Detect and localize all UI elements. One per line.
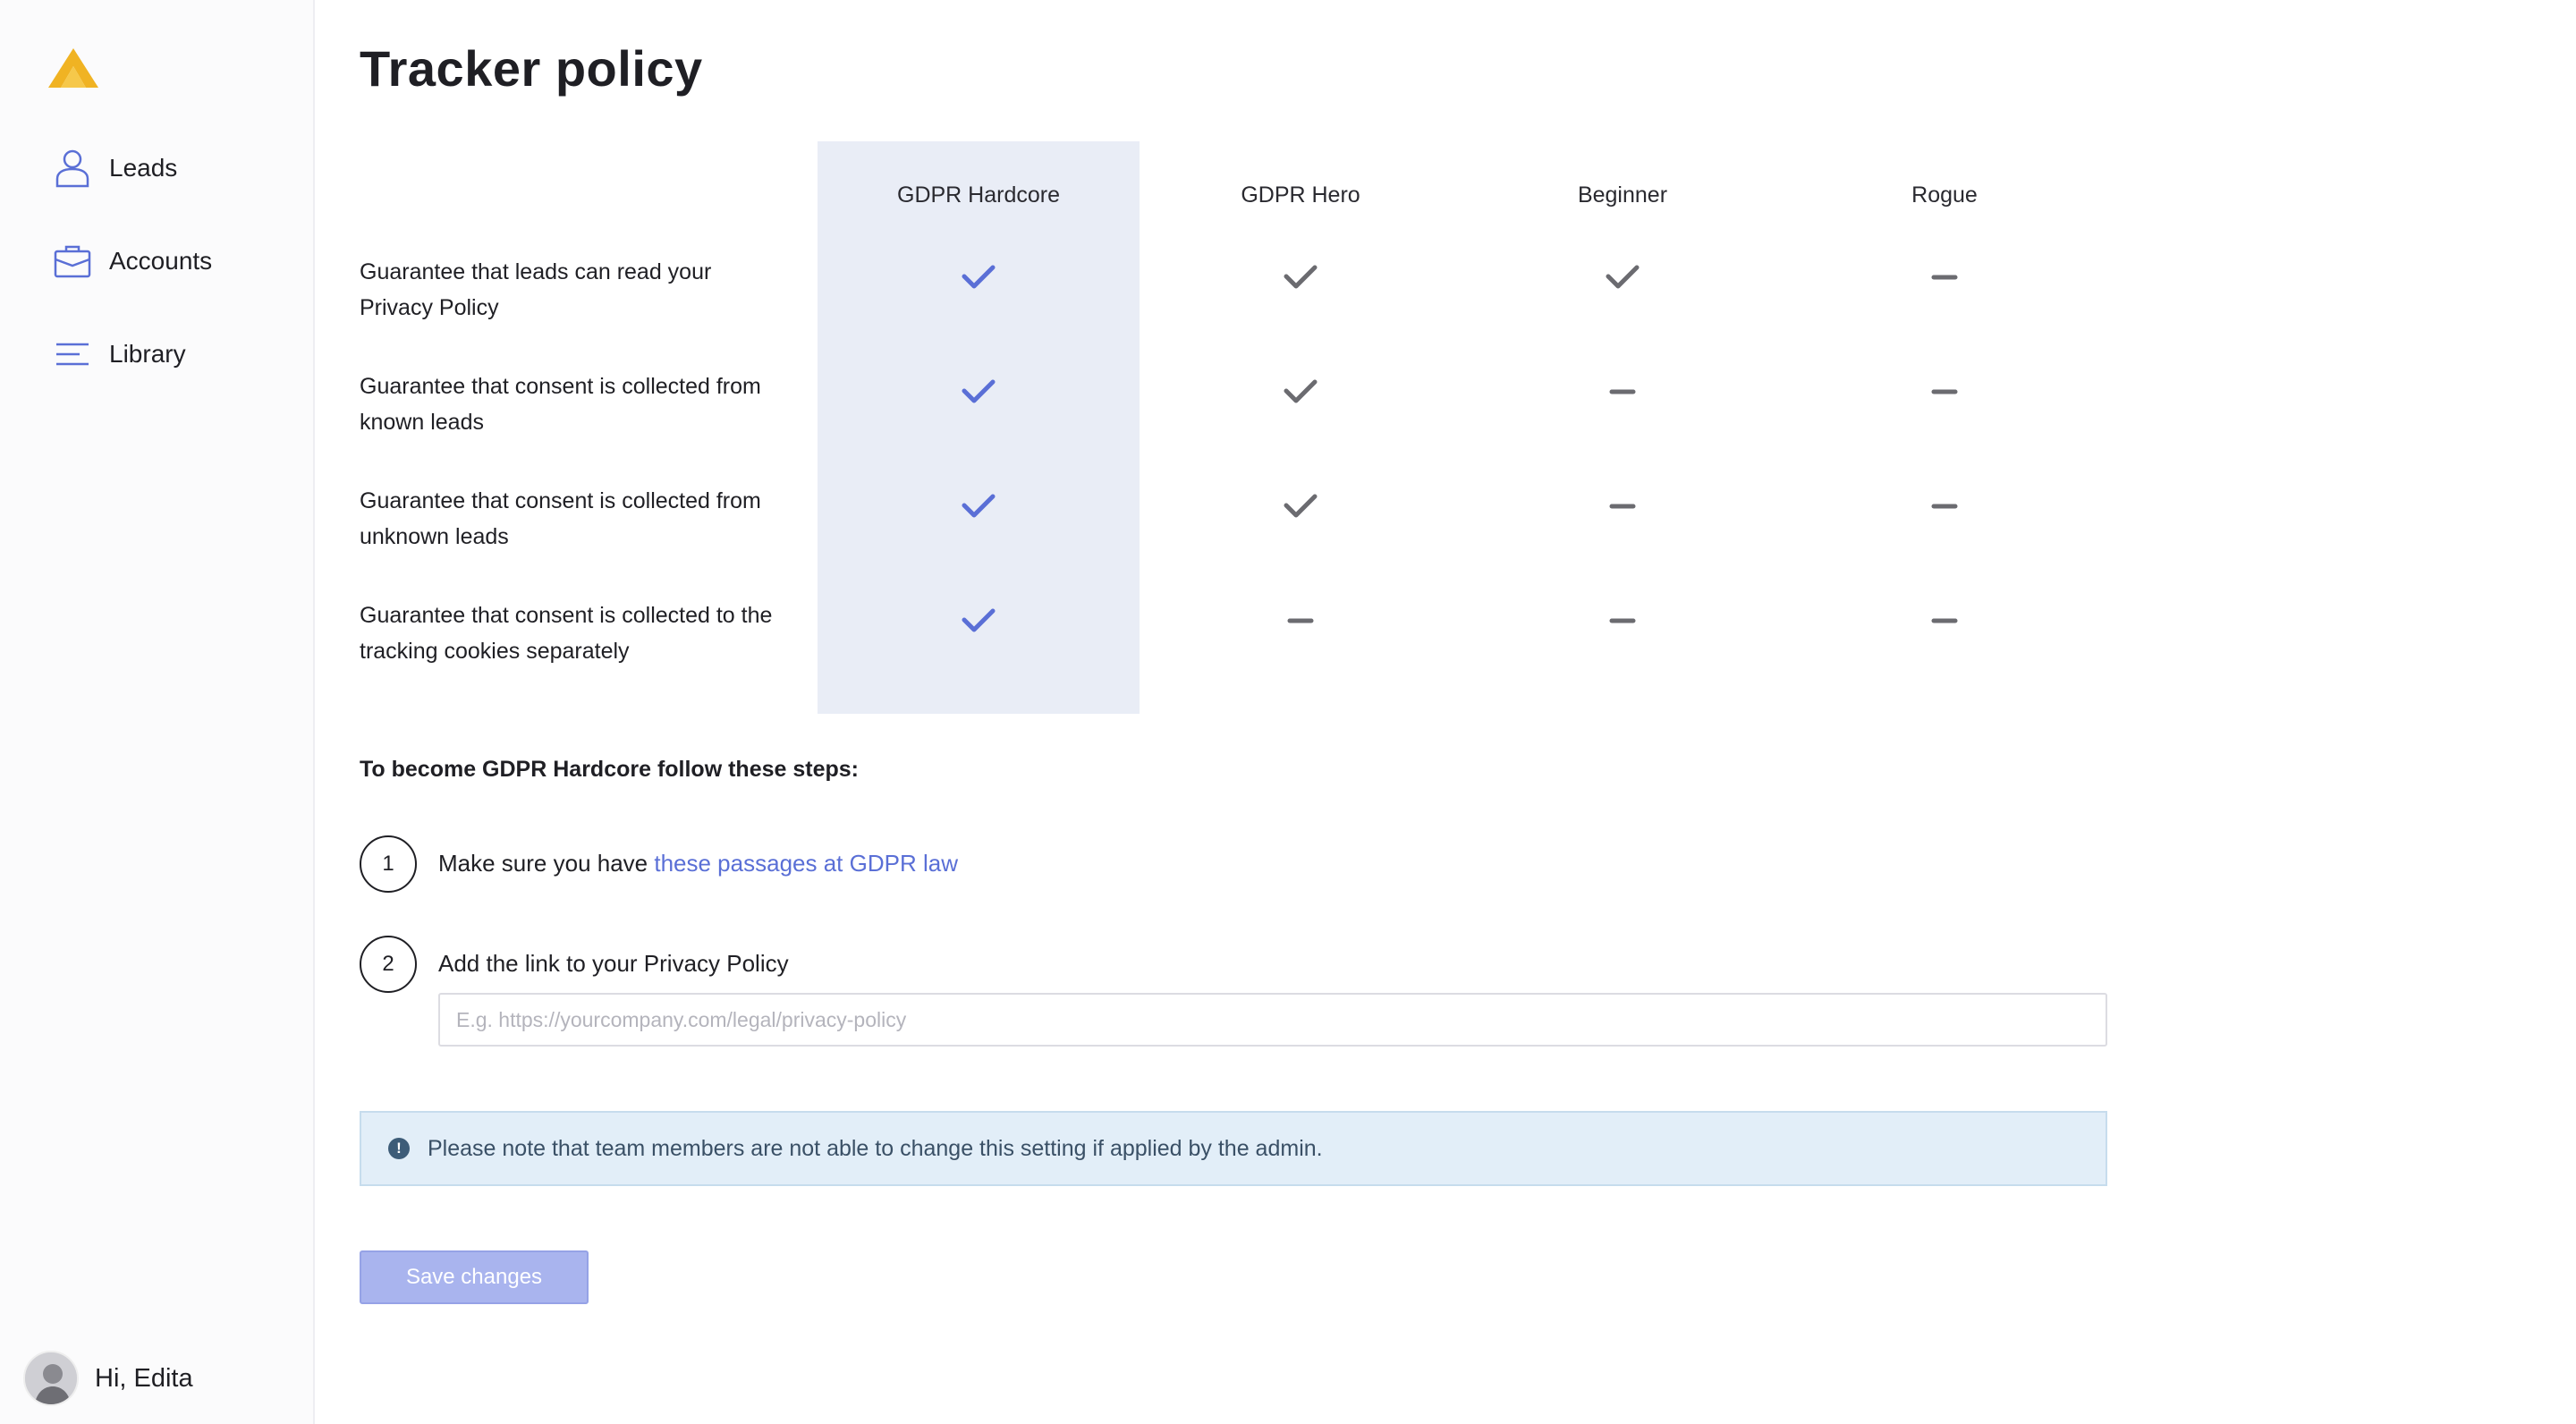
row-label: Guarantee that leads can read your Privacy Policy [360,259,712,320]
table-cell [818,374,1140,410]
sidebar-item-label: Accounts [109,247,213,275]
table-cell [1784,374,2106,410]
notice-text: Please note that team members are not able to change this setting if applied by the admin. [428,1135,1323,1161]
dash-icon [1931,616,1958,625]
save-button[interactable]: Save changes [360,1250,589,1304]
page-title: Tracker policy [360,40,703,97]
dash-icon [1609,502,1636,511]
check-icon [1283,378,1318,405]
dash-icon [1931,387,1958,396]
check-icon [961,493,996,520]
app-logo[interactable] [47,47,100,89]
table-cell [818,603,1140,639]
table-cell [1462,259,1784,295]
check-icon [1283,264,1318,291]
person-icon [52,148,93,189]
check-icon [961,607,996,634]
check-icon [961,378,996,405]
column-header-rogue: Rogue [1911,182,1978,208]
gdpr-law-link[interactable]: these passages at GDPR law [654,850,958,877]
briefcase-icon [52,241,93,282]
sidebar-item-label: Library [109,340,186,368]
table-cell [1462,603,1784,639]
admin-notice [360,1111,2107,1186]
table-cell [818,259,1140,295]
user-menu[interactable] [23,1351,193,1406]
step-number: 1 [360,835,417,893]
table-cell [818,488,1140,524]
table-cell [1140,603,1462,639]
sidebar-item-accounts[interactable] [52,234,212,288]
step-text [438,850,958,877]
sidebar-item-label: Leads [109,154,178,182]
table-cell [1462,488,1784,524]
dash-icon [1609,616,1636,625]
column-header-gdpr-hero: GDPR Hero [1241,182,1360,208]
dash-icon [1609,387,1636,396]
table-cell [1140,488,1462,524]
table-cell [1140,259,1462,295]
user-greeting: Hi, Edita [95,1363,193,1393]
step-text: Add the link to your Privacy Policy [438,950,789,977]
sidebar-item-leads[interactable] [52,141,177,195]
column-header-gdpr-hardcore: GDPR Hardcore [897,182,1060,208]
row-label: Guarantee that consent is collected from unknown leads [360,488,761,549]
row-label: Guarantee that consent is collected from known leads [360,374,761,435]
sidebar-item-library[interactable] [52,327,186,381]
main-content [315,0,2576,1424]
check-icon [1283,493,1318,520]
step-number: 2 [360,936,417,993]
table-cell [1784,488,2106,524]
table-cell [1784,603,2106,639]
info-icon: ! [388,1138,410,1159]
row-label: Guarantee that consent is collected to the tracking cookies separately [360,603,773,664]
column-header-beginner: Beginner [1577,182,1668,208]
check-icon [961,264,996,291]
sidebar [0,0,315,1424]
avatar[interactable] [23,1351,79,1406]
dash-icon [1931,273,1958,282]
steps-title: To become GDPR Hardcore follow these steps: [360,757,859,782]
table-cell [1784,259,2106,295]
dash-icon [1287,616,1314,625]
table-cell [1140,374,1462,410]
privacy-policy-url-input[interactable] [438,993,2107,1047]
step-text-content: Make sure you have [438,850,655,877]
check-icon [1605,264,1640,291]
dash-icon [1931,502,1958,511]
lines-icon [52,334,93,375]
table-cell [1462,374,1784,410]
